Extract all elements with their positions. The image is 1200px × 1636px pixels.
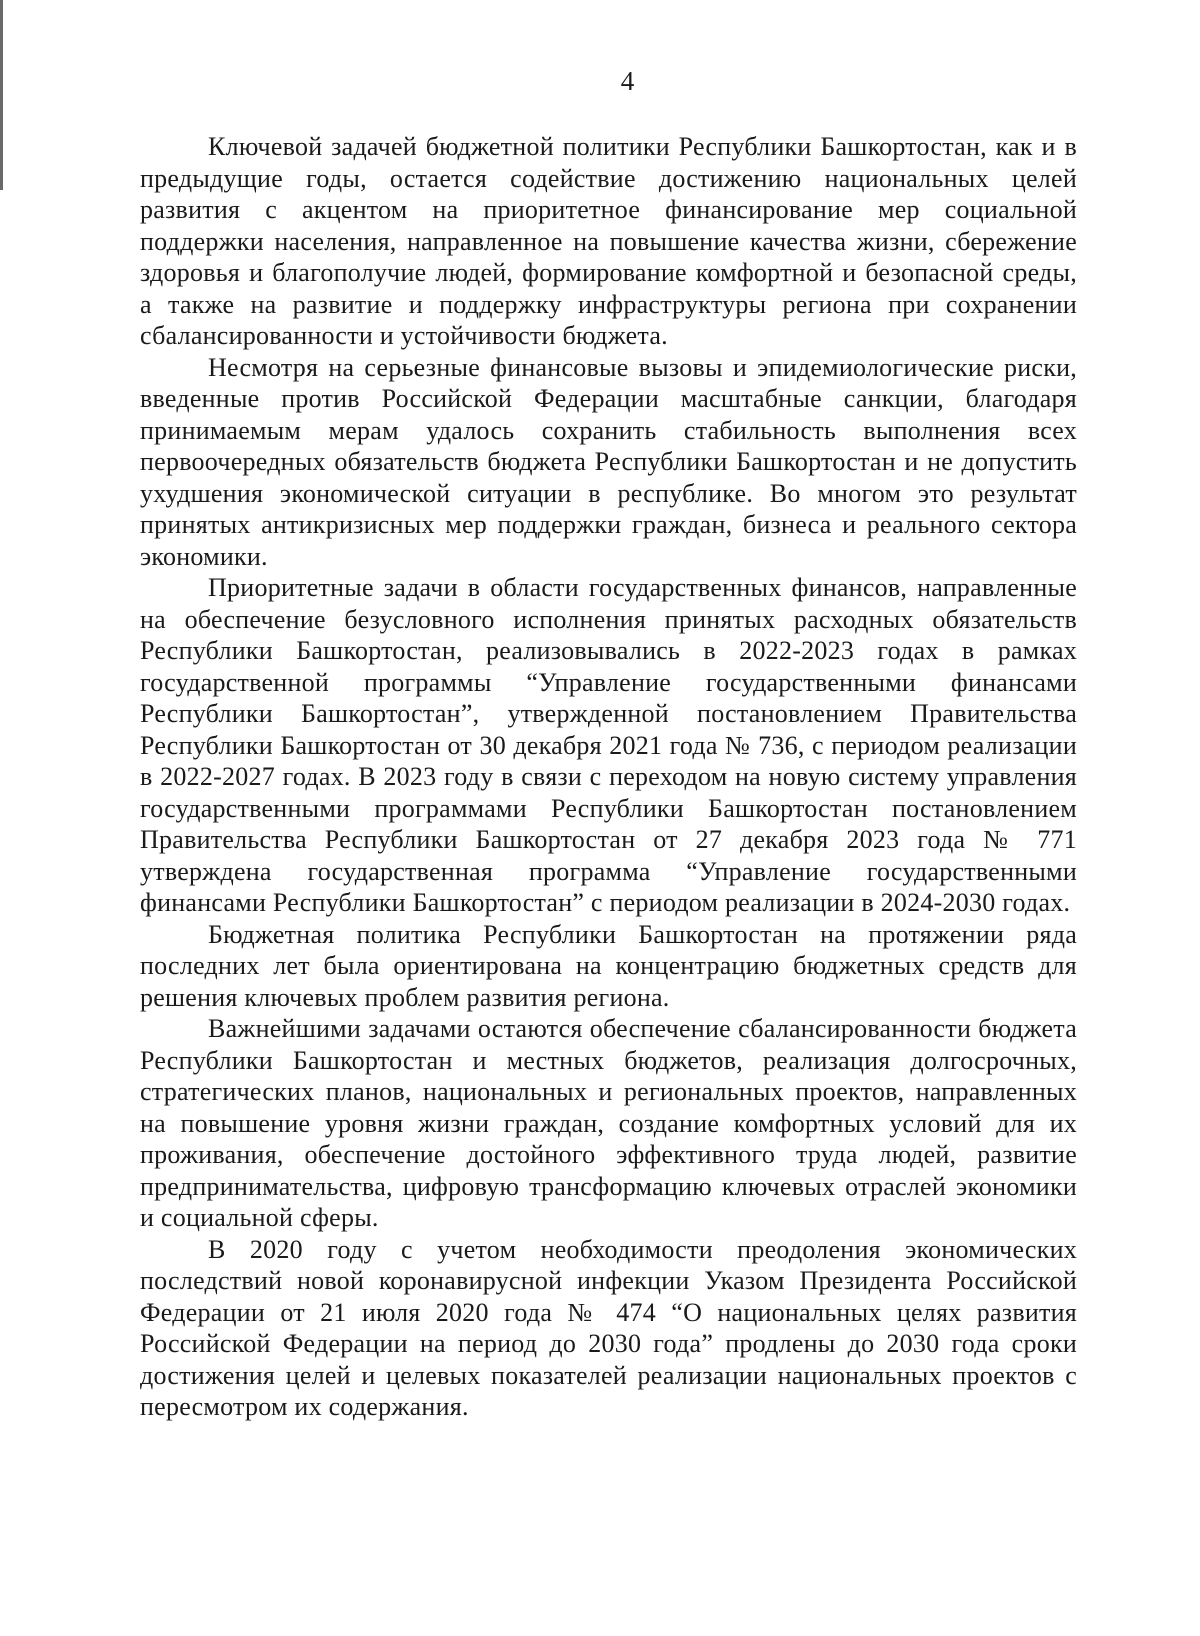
page-number: 4 — [620, 66, 635, 96]
paragraph-budget-policy-task: Ключевой задачей бюджетной политики Республики Башкортостан, как и в предыдущие годы, остается содействие достижению национальных целей развития с акцентом на приоритетное финансирование мер социальной поддержки населения, направленное на повышение качества жизни, сбережение здоровья и благополучие людей, формирование комфортной и безопасной среды, а также на развитие и поддержку инфраструктуры региона при сохранении сбалансированности и устойчивости бюджета. — [140, 132, 1077, 350]
paragraph-priority-finance-tasks: Приоритетные задачи в области государственных финансов, направленные на обеспечение безусловного исполнения принятых расходных обязательств Республики Башкортостан, реализовывались в 2022-2023 годах в рамках государственной программы “Управление государственными финансами Республики Башкортостан”, утвержденной постановлением Правительства Республики Башкортостан от 30 декабря 2021 года № 736, с периодом реализации в 2022-2027 годах. В 2023 году в связи с переходом на новую систему управления государственными программами Республики Башкортостан постановлением Правительства Республики Башкортостан от 27 декабря 2023 года № 771 утверждена государственная программа “Управление государственными финансами Республики Башкортостан” с периодом реализации в 2024-2030 годах. — [140, 573, 1077, 917]
paragraph-budget-concentration: Бюджетная политика Республики Башкортостан на протяжении ряда последних лет была ориентирована на концентрацию бюджетных средств для решения ключевых проблем развития региона. — [140, 919, 1077, 1012]
paragraph-national-goals-2030: В 2020 году с учетом необходимости преодоления экономических последствий новой коронавирусной инфекции Указом Президента Российской Федерации от 21 июля 2020 года № 474 “О национальных целях развития Российской Федерации на период до 2030 года” продлены до 2030 года сроки достижения целей и целевых показателей реализации национальных проектов с пересмотром их содержания. — [140, 1234, 1077, 1421]
paragraph-key-tasks: Важнейшими задачами остаются обеспечение сбалансированности бюджета Республики Башкортостан и местных бюджетов, реализация долгосрочных, стратегических планов, национальных и региональных проектов, направленных на повышение уровня жизни граждан, создание комфортных условий для их проживания, обеспечение достойного эффективного труда людей, развитие предпринимательства, цифровую трансформацию ключевых отраслей экономики и социальной сферы. — [140, 1014, 1077, 1232]
document-body — [140, 131, 1077, 1423]
paragraph-sanctions-stability: Несмотря на серьезные финансовые вызовы и эпидемиологические риски, введенные против Российской Федерации масштабные санкции, благодаря принимаемым мерам удалось сохранить стабильность выполнения всех первоочередных обязательств бюджета Республики Башкортостан и не допустить ухудшения экономической ситуации в республике. Во многом это результат принятых антикризисных мер поддержки граждан, бизнеса и реального сектора экономики. — [140, 352, 1077, 571]
